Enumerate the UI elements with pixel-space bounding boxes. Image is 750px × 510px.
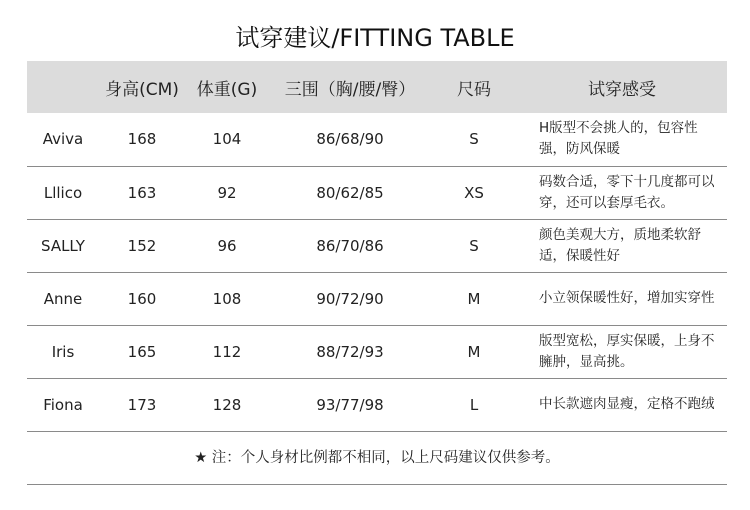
cell-height: 160 [127, 289, 157, 308]
header-height: 身高(CM) [105, 79, 179, 100]
cell-weight: 128 [212, 395, 242, 414]
cell-size: M [467, 289, 481, 308]
table-row [27, 166, 727, 219]
cell-measurements: 88/72/93 [316, 342, 384, 361]
cell-feedback: 颜色美观大方，质地柔软舒适，保暖性好 [539, 226, 701, 264]
cell-measurements: 86/68/90 [316, 130, 384, 149]
cell-height: 173 [127, 395, 157, 414]
table-row [27, 378, 727, 431]
header-measurements: 三围（胸/腰/臀） [284, 79, 416, 100]
cell-weight: 96 [217, 236, 237, 255]
cell-height: 163 [127, 183, 157, 202]
cell-size: XS [464, 183, 484, 202]
cell-feedback: 中长款遮肉显瘦，定格不跑绒 [539, 396, 715, 412]
fitting-table-wrap [27, 61, 727, 432]
cell-size: M [467, 342, 481, 361]
cell-feedback: 码数合适，零下十几度都可以穿，还可以套厚毛衣。 [539, 173, 715, 211]
table-row [27, 272, 727, 325]
table-row [27, 113, 727, 166]
cell-weight: 112 [212, 342, 242, 361]
cell-size: L [469, 395, 479, 414]
cell-height: 165 [127, 342, 157, 361]
cell-weight: 108 [212, 289, 242, 308]
cell-measurements: 86/70/86 [316, 236, 384, 255]
cell-measurements: 90/72/90 [316, 289, 384, 308]
cell-weight: 92 [217, 183, 237, 202]
header-weight: 体重(G) [196, 79, 258, 100]
fitting-table [27, 61, 727, 432]
page-title: 试穿建议/FITTING TABLE [235, 24, 515, 52]
cell-size: S [469, 236, 479, 255]
cell-name: SALLY [41, 236, 85, 255]
header-feedback: 试穿感受 [588, 79, 656, 100]
table-header-row [27, 61, 727, 113]
cell-name: Fiona [43, 395, 83, 414]
cell-name: Iris [51, 342, 75, 361]
table-row [27, 325, 727, 378]
cell-feedback: 版型宽松，厚实保暖，上身不臃肿，显高挑。 [539, 332, 715, 370]
cell-height: 152 [127, 236, 157, 255]
disclaimer-note: ★ 注：个人身材比例都不相同，以上尺码建议仅供参考。 [27, 432, 727, 485]
table-row [27, 219, 727, 272]
cell-height: 168 [127, 130, 157, 149]
header-size: 尺码 [457, 79, 491, 100]
cell-feedback: 小立领保暖性好，增加实穿性 [539, 290, 715, 306]
cell-measurements: 93/77/98 [316, 395, 384, 414]
cell-name: Aviva [42, 130, 84, 149]
header-name [27, 61, 99, 113]
cell-size: S [469, 130, 479, 149]
cell-weight: 104 [212, 130, 242, 149]
cell-name: Lllico [43, 183, 83, 202]
cell-feedback: H版型不会挑人的，包容性强，防风保暖 [539, 120, 698, 158]
cell-name: Anne [43, 289, 83, 308]
cell-measurements: 80/62/85 [316, 183, 384, 202]
